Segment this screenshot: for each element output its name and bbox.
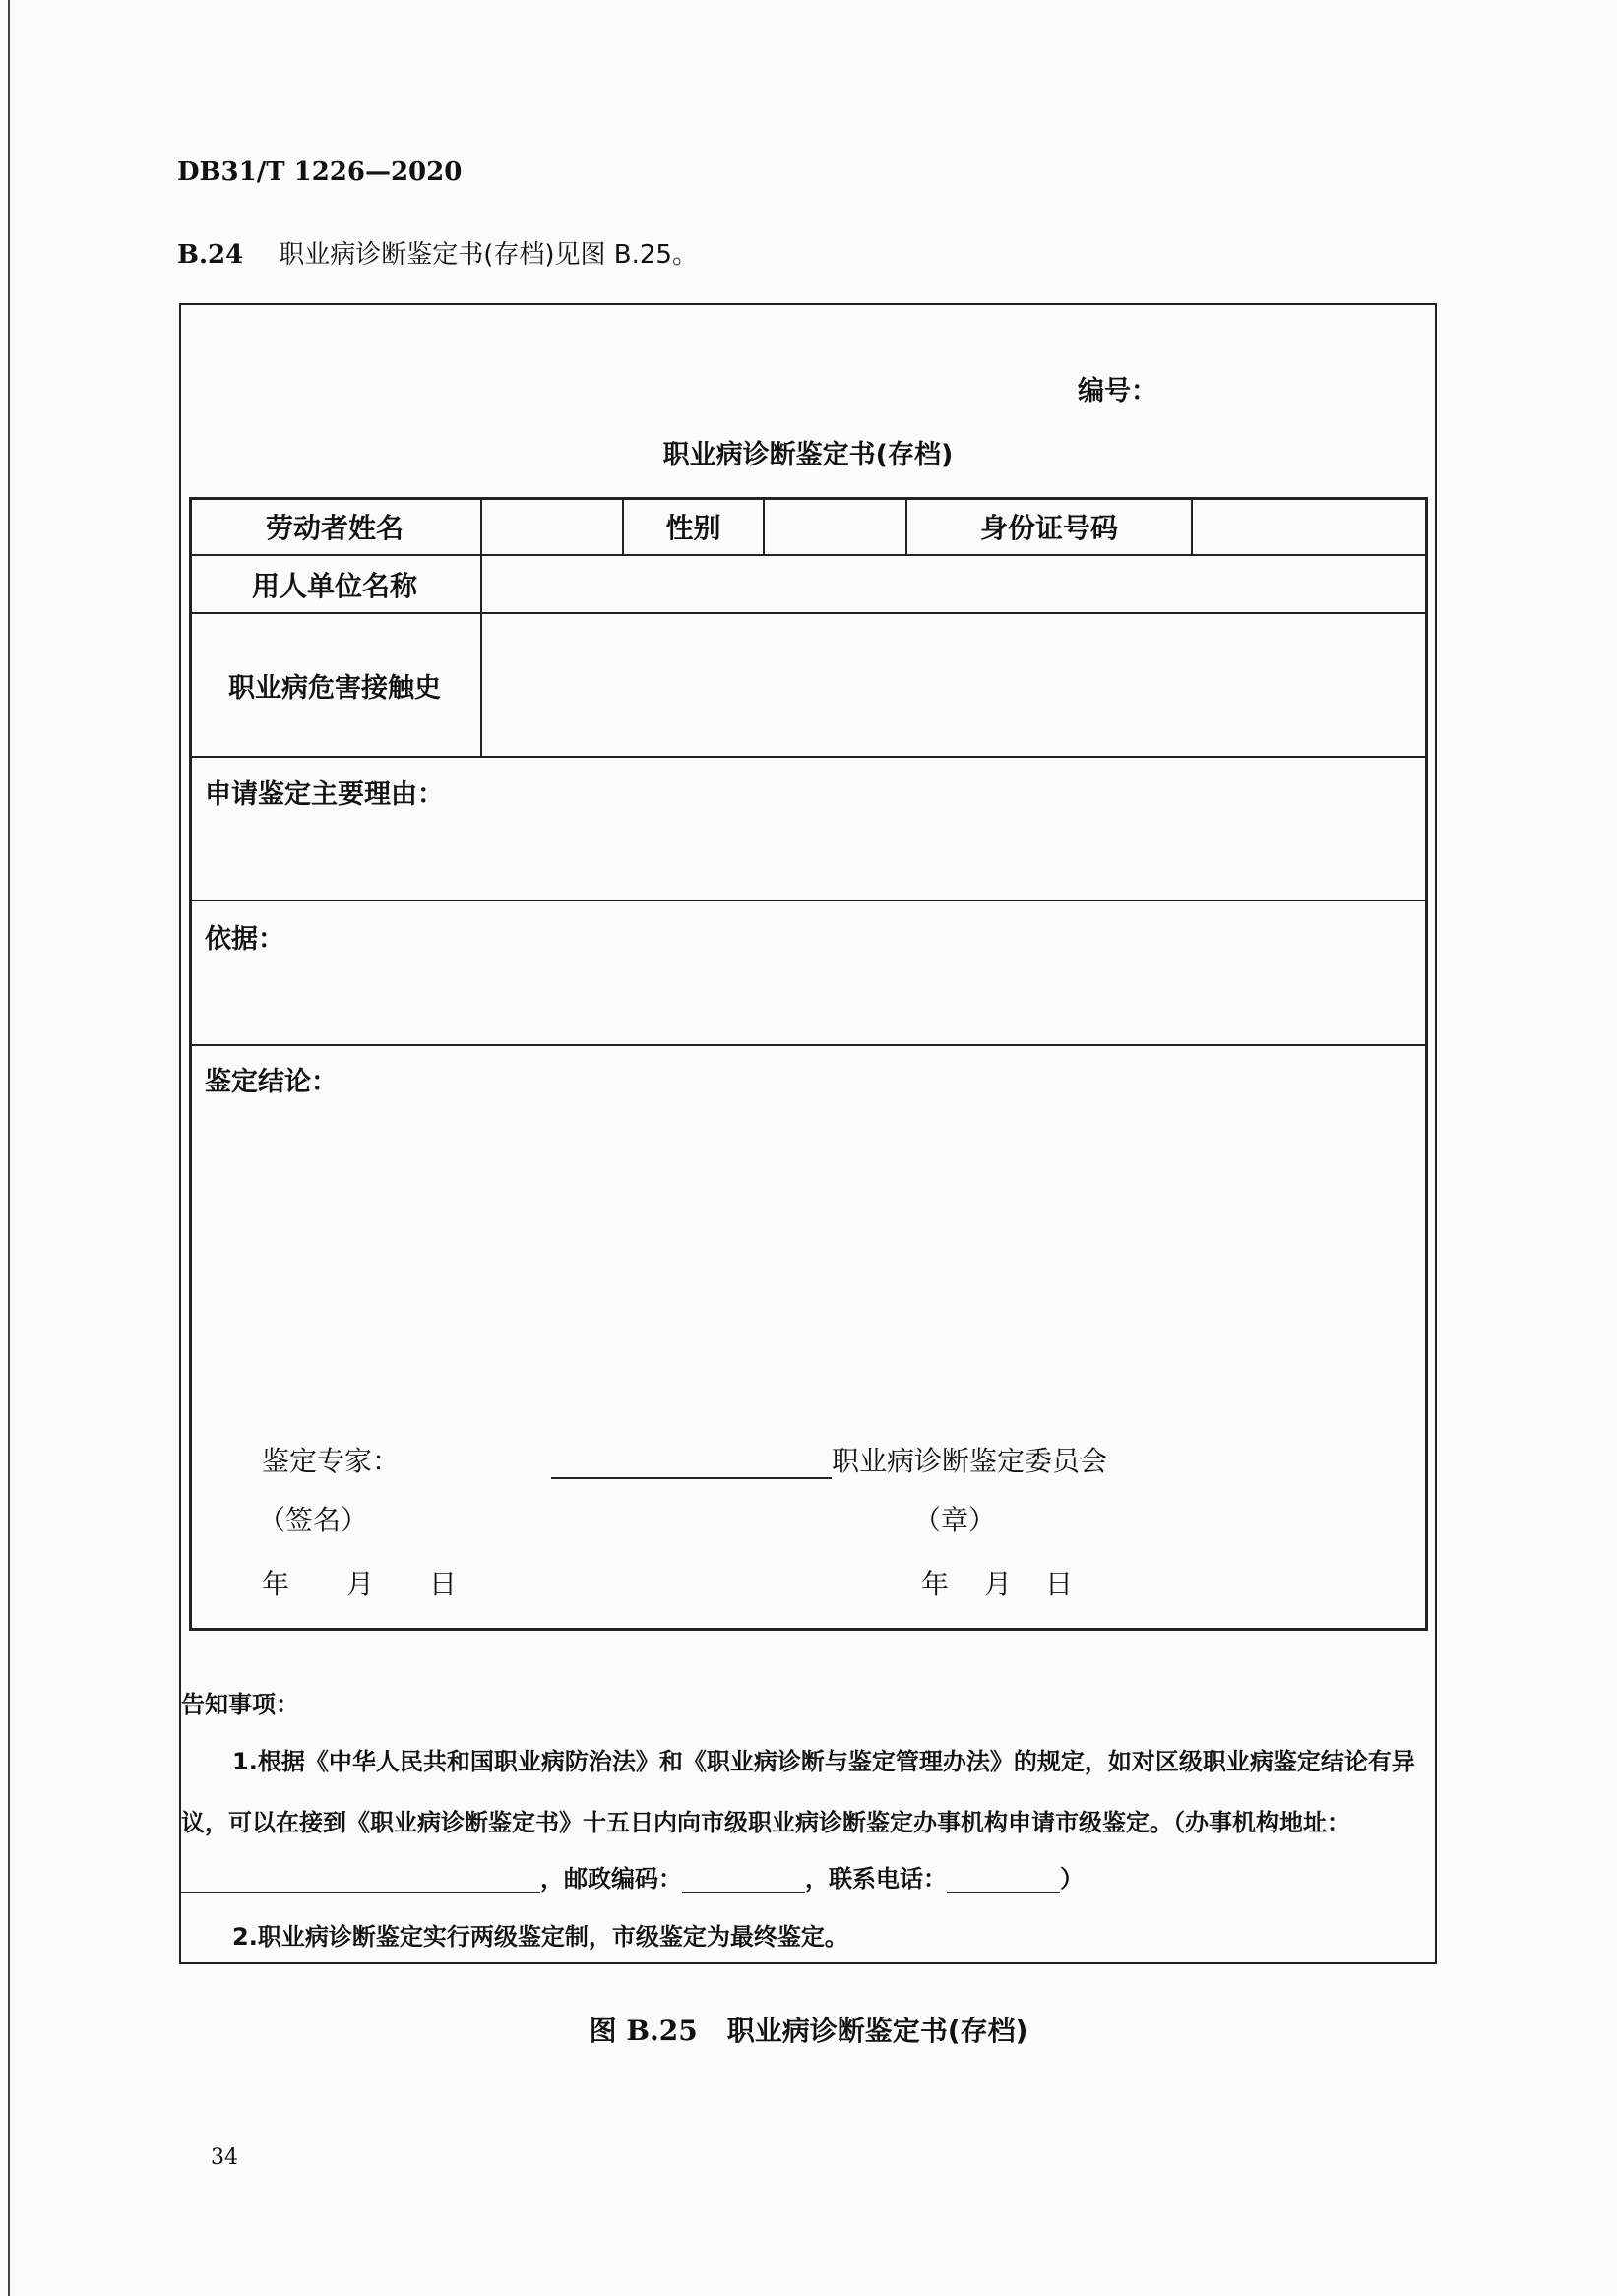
year-right: 年 <box>921 1568 950 1600</box>
scan-edge-line <box>8 0 10 2296</box>
row-divider-3 <box>189 756 1428 758</box>
date-right <box>921 1563 1073 1602</box>
serial-label: 编号： <box>1078 376 1157 406</box>
notice-title: 告知事项： <box>181 1691 299 1718</box>
notice-item1-line2: 议，可以在接到《职业病诊断鉴定书》十五日内向市级职业病诊断鉴定办事机构申请市级鉴定。（办事机构地址： <box>181 1809 1350 1836</box>
reason-label: 申请鉴定主要理由： <box>205 779 444 810</box>
address-blank[interactable] <box>181 1862 540 1893</box>
caption-number: 图 B.25 <box>589 2015 698 2047</box>
employer-label: 用人单位名称 <box>251 569 417 602</box>
committee-name: 职业病诊断鉴定委员会 <box>832 1445 1108 1477</box>
id-number-cell[interactable] <box>1193 499 1425 554</box>
page-number: 34 <box>211 2145 238 2170</box>
committee-blank[interactable] <box>551 1448 832 1479</box>
intro-text: 职业病诊断鉴定书(存档)见图 B.25。 <box>279 240 698 270</box>
notice-item2: 2.职业病诊断鉴定实行两级鉴定制，市级鉴定为最终鉴定。 <box>232 1923 848 1951</box>
notice-item1-line1: 1.根据《中华人民共和国职业病防治法》和《职业病诊断与鉴定管理办法》的规定，如对区级职业病鉴定结论有异 <box>232 1748 1415 1775</box>
worker-name-label: 劳动者姓名 <box>265 512 404 544</box>
intro-line <box>177 234 698 271</box>
notice-contact-line <box>181 1859 1084 1893</box>
form-title: 职业病诊断鉴定书(存档) <box>662 440 954 470</box>
experts-label: 鉴定专家： <box>262 1445 401 1477</box>
exposure-history-label: 职业病危害接触史 <box>228 672 441 704</box>
seal-label: （章） <box>913 1504 997 1536</box>
standard-code: DB31/T 1226—2020 <box>177 157 463 187</box>
close-paren: ） <box>1060 1865 1084 1893</box>
month-right: 月 <box>984 1568 1013 1600</box>
phone-label: ，联系电话： <box>805 1865 947 1893</box>
date-left <box>262 1563 457 1602</box>
day-left: 日 <box>429 1568 458 1600</box>
caption-title: 职业病诊断鉴定书(存档) <box>726 2015 1028 2047</box>
conclusion-label: 鉴定结论： <box>205 1067 338 1097</box>
gender-cell[interactable] <box>765 499 905 554</box>
figure-caption <box>0 2010 1617 2049</box>
day-right: 日 <box>1045 1568 1074 1600</box>
sign-label: （签名） <box>258 1504 369 1536</box>
row-divider-5 <box>189 1044 1428 1046</box>
id-number-label: 身份证号码 <box>979 512 1118 544</box>
gender-label: 性别 <box>665 512 721 544</box>
exposure-history-cell[interactable] <box>482 614 1425 756</box>
year-left: 年 <box>262 1568 290 1600</box>
reason-area[interactable] <box>192 817 1425 900</box>
basis-area[interactable] <box>192 960 1425 1044</box>
employer-cell[interactable] <box>482 556 1425 612</box>
month-left: 月 <box>346 1568 375 1600</box>
basis-label: 依据： <box>205 924 284 955</box>
committee-line <box>551 1440 1107 1479</box>
row-divider-4 <box>189 900 1428 901</box>
phone-blank[interactable] <box>947 1862 1060 1893</box>
worker-name-cell[interactable] <box>482 499 622 554</box>
postal-label: ，邮政编码： <box>540 1865 682 1893</box>
intro-number: B.24 <box>177 240 244 270</box>
conclusion-area[interactable] <box>192 1102 1425 1417</box>
postal-blank[interactable] <box>682 1862 805 1893</box>
